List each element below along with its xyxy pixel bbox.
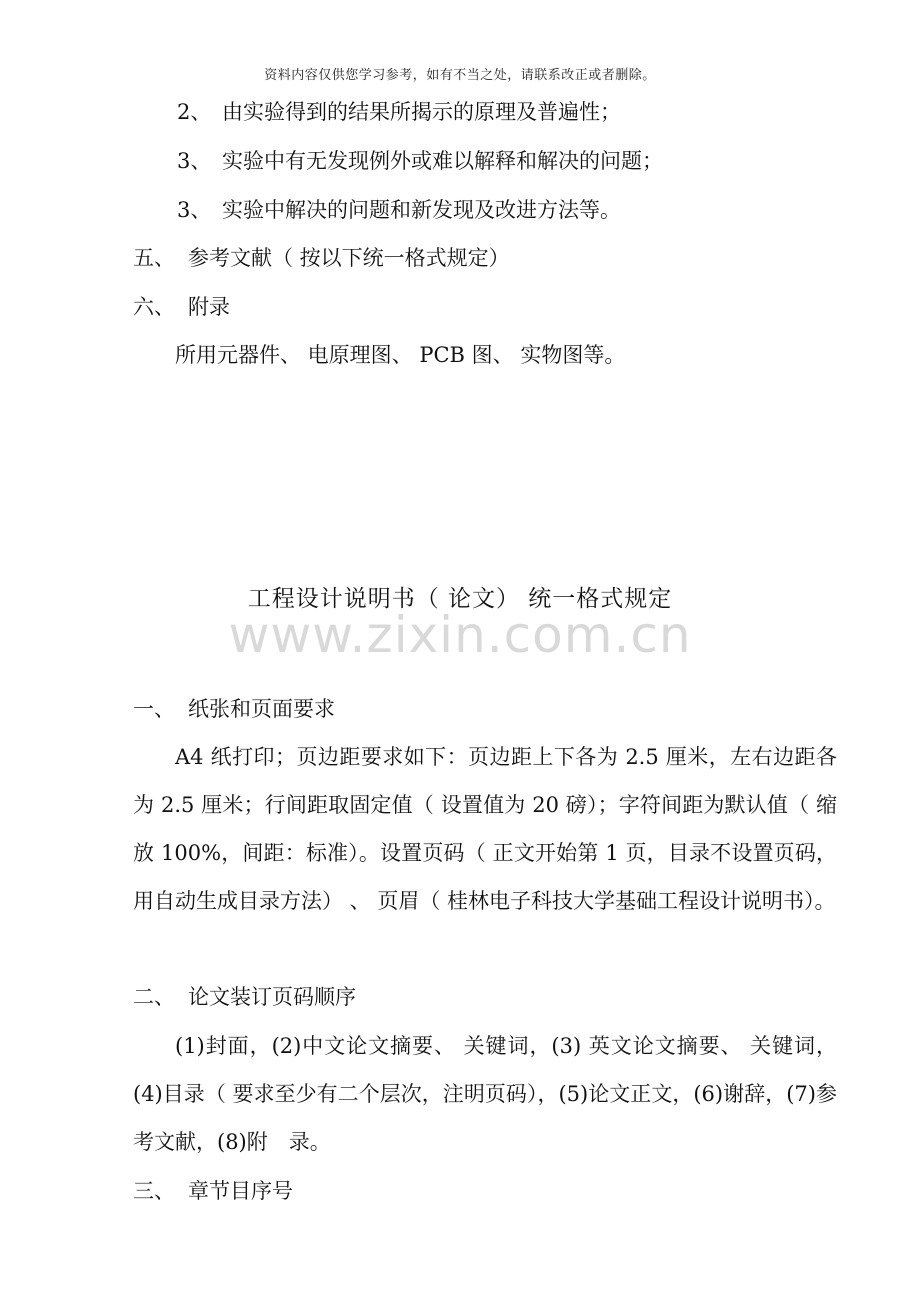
item-text: 实验中有无发现例外或难以解释和解决的问题； <box>222 149 663 173</box>
list-item <box>177 147 663 175</box>
list-item <box>177 196 621 224</box>
item-number: 3、 <box>177 198 212 222</box>
list-item <box>177 98 621 126</box>
item-text: 由实验得到的结果所揭示的原理及普遍性； <box>222 100 621 124</box>
section-heading-references <box>133 244 510 272</box>
paper-requirements-paragraph: A4 纸打印；页边距要求如下：页边距上下各为 2.5 厘米，左右边距各为 2.5 厘米；行间距取固定值（ 设置值为 20 磅）；字符间距为默认值（ 缩放 100%，间距：标准）。设置页码（ 正文开始第 1 页，目录不设置页码，用自动生成目录方法） 、 页眉（ 桂林电子科技大学基础工程设计说明书）。 <box>133 745 837 913</box>
appendix-text: 所用元器件、 电原理图、 PCB 图、 实物图等。 <box>175 343 626 367</box>
watermark-text: www.zixin.com.cn <box>228 606 692 664</box>
section-heading-binding-order <box>133 983 356 1011</box>
section-number: 六、 <box>133 295 175 319</box>
section-title: 附录 <box>188 295 230 319</box>
item-number: 3、 <box>177 149 212 173</box>
section-heading-paper <box>133 695 335 723</box>
item-number: 2、 <box>177 100 212 124</box>
section-title: 参考文献（ 按以下统一格式规定） <box>188 246 510 270</box>
section-number: 五、 <box>133 246 175 270</box>
section-number: 一、 <box>133 697 175 721</box>
section-title: 论文装订页码顺序 <box>188 985 356 1009</box>
section-title: 纸张和页面要求 <box>188 697 335 721</box>
binding-order-paragraph: (1)封面，(2)中文论文摘要、 关键词，(3) 英文论文摘要、 关键词，(4)目录（ 要求至少有二个层次，注明页码），(5)论文正文，(6)谢辞，(7)参考文献，(8)附 录。 <box>133 1034 837 1154</box>
section-title: 章节目序号 <box>188 1179 293 1203</box>
document-title: 工程设计说明书（ 论文） 统一格式规定 <box>247 586 673 612</box>
disclaimer-notice: 资料内容仅供您学习参考，如有不当之处，请联系改正或者删除。 <box>264 68 656 83</box>
section-heading-chapter-numbering <box>133 1177 293 1205</box>
item-text: 实验中解决的问题和新发现及改进方法等。 <box>222 198 621 222</box>
section-heading-appendix <box>133 293 230 321</box>
section-number: 二、 <box>133 985 175 1009</box>
section-number: 三、 <box>133 1179 175 1203</box>
